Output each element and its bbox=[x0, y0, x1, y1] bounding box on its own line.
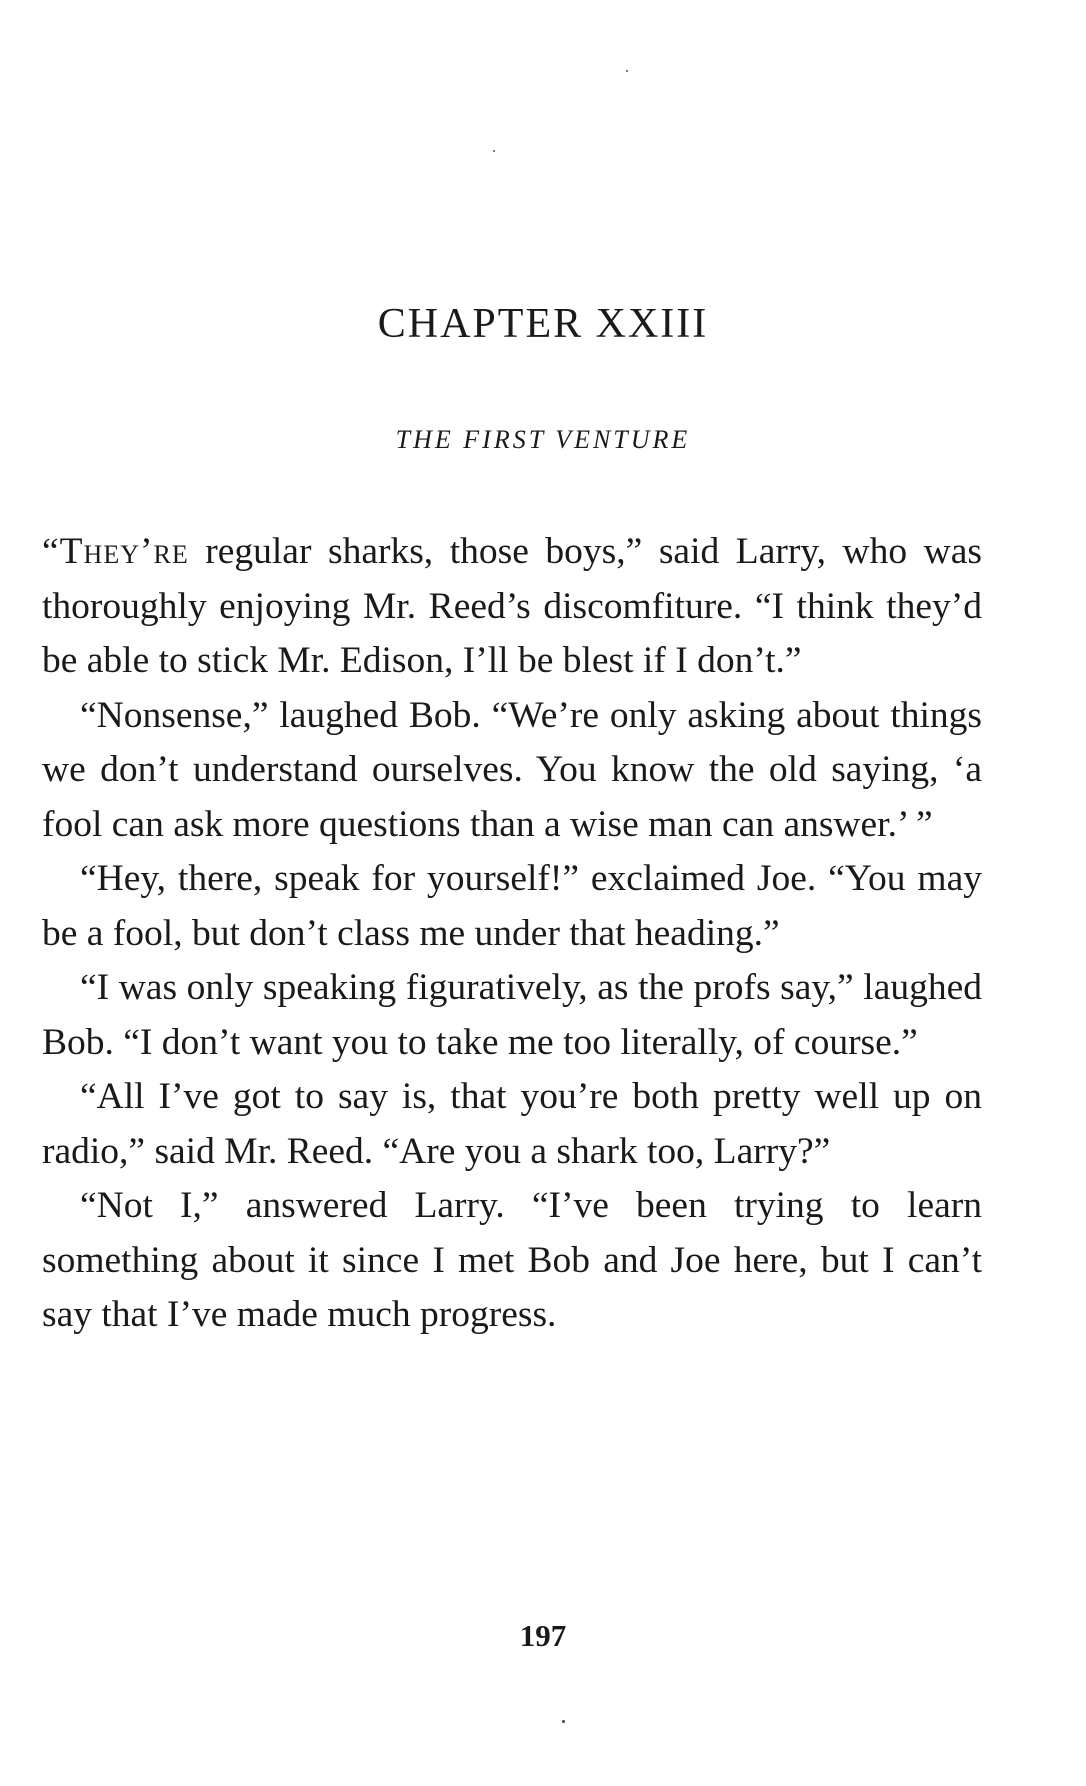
paragraph-lead: “They’re bbox=[42, 531, 189, 572]
paragraph: “Nonsense,” laughed Bob. “We’re only asking about things we don’t understand ourselves. You know the old saying, ‘a fool can ask more questions than a wise man can answer.’ ” bbox=[42, 694, 982, 845]
paper-speck bbox=[562, 1720, 565, 1723]
page-number: 197 bbox=[519, 1618, 567, 1653]
paper-speck bbox=[493, 150, 495, 152]
chapter-subtitle: THE FIRST VENTURE bbox=[395, 425, 691, 454]
paragraph: “All I’ve got to say is, that you’re both pretty well up on radio,” said Mr. Reed. “Are you a shark too, Larry?” bbox=[42, 1076, 982, 1172]
paragraph-text: regular sharks, those boys,” said Larry, who was thoroughly enjoying Mr. Reed’s discomfiture. “I think they’d be able to stick Mr. Edison, I’ll be blest if I don’t.” bbox=[42, 531, 982, 681]
chapter-title: CHAPTER XXIII bbox=[377, 301, 709, 347]
paragraph: “Hey, there, speak for yourself!” exclaimed Joe. “You may be a fool, but don’t class me under that heading.” bbox=[42, 858, 982, 954]
body-text bbox=[42, 525, 982, 1343]
paper-speck bbox=[626, 70, 628, 72]
paragraph: “Not I,” answered Larry. “I’ve been trying to learn something about it since I met Bob and Joe here, but I can’t say that I’ve made much progress. bbox=[42, 1185, 982, 1335]
paragraph bbox=[42, 525, 982, 689]
paragraph: “I was only speaking figuratively, as the profs say,” laughed Bob. “I don’t want you to take me too literally, of course.” bbox=[42, 967, 982, 1063]
